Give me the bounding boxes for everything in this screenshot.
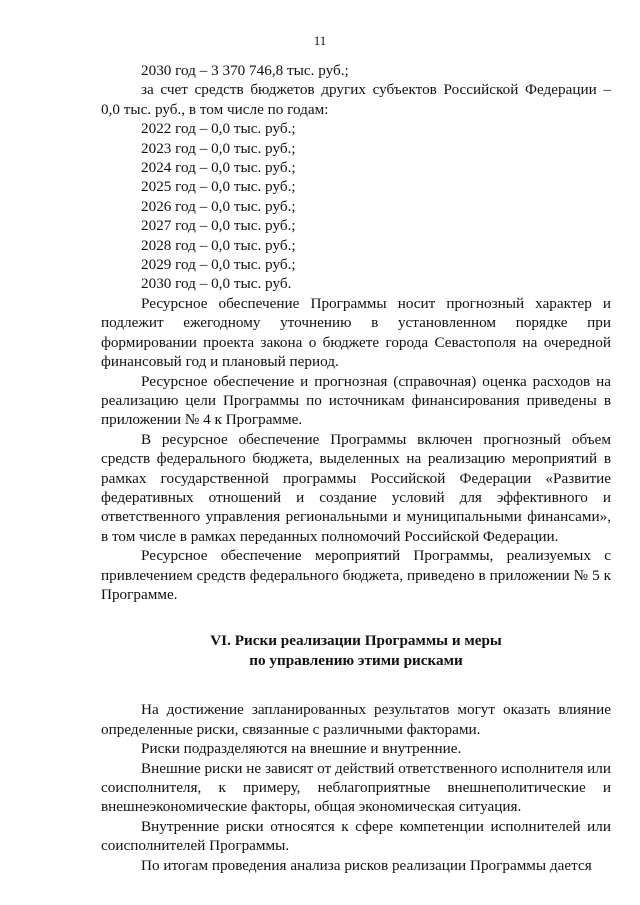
paragraph: Риски подразделяются на внешние и внутренние. [141,740,462,758]
paragraph: Внешние риски не зависят от действий ответственного исполнителя или соисполнителя, к примеру, неблагоприятные внешнеполитические и внешнеэкономические факторы, общая экономическая ситуация. [101,759,611,816]
page-number: 11 [313,33,327,48]
year-line: 2026 год – 0,0 тыс. руб.; [141,197,296,215]
year-line: 2027 год – 0,0 тыс. руб.; [141,217,296,235]
paragraph: Ресурсное обеспечение и прогнозная (справочная) оценка расходов на реализацию цели Программы по источникам финансирования приведены в приложении № 4 к Программе. [101,372,611,429]
paragraph: Внутренние риски относятся к сфере компетенции исполнителей или соисполнителей Программы. [101,817,611,855]
year-line: 2023 год – 0,0 тыс. руб.; [141,139,296,157]
section-heading-line: по управлению этими рисками [249,652,463,670]
year-line: 2022 год – 0,0 тыс. руб.; [141,120,296,138]
year-line: 2025 год – 0,0 тыс. руб.; [141,178,296,196]
paragraph: По итогам проведения анализа рисков реализации Программы дается [141,856,592,874]
year-line: 2028 год – 0,0 тыс. руб.; [141,236,296,254]
document-body [101,61,611,875]
paragraph: Ресурсное обеспечение мероприятий Программы, реализуемых с привлечением средств федерального бюджета, приведено в приложении № 5 к Программе. [101,547,611,603]
text-line: 2030 год – 3 370 746,8 тыс. руб.; [141,62,349,79]
year-line: 2029 год – 0,0 тыс. руб.; [141,256,296,274]
paragraph: Ресурсное обеспечение Программы носит прогнозный характер и подлежит ежегодному уточнению в установленном порядке при формировании проекта закона о бюджете города Севастополя на очередной финансовый год и плановый период. [101,294,611,371]
year-line: 2030 год – 0,0 тыс. руб. [141,275,292,293]
paragraph: В ресурсное обеспечение Программы включен прогнозный объем средств федерального бюджета, выделенных на реализацию мероприятий в рамках государственной программы Российской Федерации «Развитие федеративных отношений и создание условий для эффективного и ответственного управления региональными и муниципальными финансами», в том числе в рамках переданных полномочий Российской Федерации. [101,430,611,545]
section-heading [101,631,611,671]
text-line: за счет средств бюджетов других субъектов Российской Федерации – [141,81,611,99]
paragraph: На достижение запланированных результатов могут оказать влияние определенные риски, связанные с различными факторами. [101,701,611,738]
text-line: 0,0 тыс. руб., в том числе по годам: [101,100,329,118]
section-heading-line: VI. Риски реализации Программы и меры [210,632,502,650]
year-line: 2024 год – 0,0 тыс. руб.; [141,159,296,177]
